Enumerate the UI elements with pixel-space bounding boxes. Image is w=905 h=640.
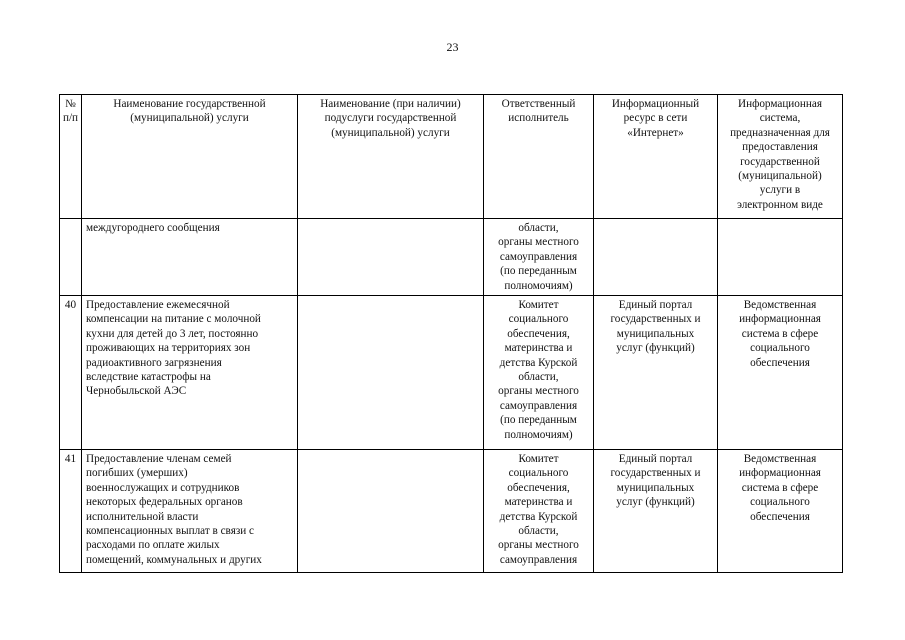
row-subservice-name (298, 450, 484, 573)
header-subservice-name-text: Наименование (при наличии) подуслуги государственной (муниципальной) услуги (320, 98, 461, 139)
row-internet-resource (594, 219, 718, 296)
row-info-system-text: Ведомственная информационная система в сфере социального обеспечения (739, 299, 821, 369)
row-service-name-text: междугороднего сообщения (86, 222, 220, 234)
header-num-text: № п/п (62, 98, 79, 125)
header-service-name-text: Наименование государственной (муниципальной) услуги (113, 98, 266, 125)
row-service-name (82, 450, 298, 573)
table-header-row (60, 95, 843, 219)
header-info-system-text: Информационная система, предназначенная для предоставления государственной (муниципальной) услуги в электронном виде (730, 98, 830, 211)
row-info-system (718, 219, 843, 296)
header-internet-resource (594, 95, 718, 219)
row-internet-resource (594, 296, 718, 450)
row-executor-text: Комитет социального обеспечения, материнства и детства Курской области, органы местного самоуправления (498, 453, 579, 566)
page-number: 23 (446, 40, 459, 54)
header-info-system (718, 95, 843, 219)
table-row (60, 450, 843, 573)
table-row (60, 296, 843, 450)
row-service-name-text: Предоставление ежемесячной компенсации на питание с молочной кухни для детей до 3 лет, постоянно проживающих на территориях зон радиоактивного загрязнения вследствие катастрофы на Чернобыльской АЭС (86, 299, 261, 398)
row-num-text: 41 (64, 453, 77, 466)
row-num (60, 296, 82, 450)
row-num (60, 450, 82, 573)
row-service-name (82, 219, 298, 296)
row-info-system-text: Ведомственная информационная система в сфере социального обеспечения (739, 453, 821, 523)
header-executor-text: Ответственный исполнитель (501, 98, 576, 125)
row-info-system (718, 450, 843, 573)
row-subservice-name (298, 296, 484, 450)
row-num-text: 40 (64, 299, 77, 312)
header-service-name (82, 95, 298, 219)
row-service-name (82, 296, 298, 450)
row-executor (484, 450, 594, 573)
row-subservice-name (298, 219, 484, 296)
row-executor-text: области, органы местного самоуправления (по переданным полномочиям) (498, 222, 579, 292)
row-executor (484, 219, 594, 296)
row-executor (484, 296, 594, 450)
row-internet-resource-text: Единый портал государственных и муниципальных услуг (функций) (610, 453, 701, 509)
table-row (60, 219, 843, 296)
services-table (59, 94, 843, 573)
row-service-name-text: Предоставление членам семей погибших (умерших) военнослужащих и сотрудников некоторых федеральных органов исполнительной власти компенсационных выплат в связи с расходами по оплате жилых помещений, коммунальных и других (86, 453, 262, 566)
row-internet-resource (594, 450, 718, 573)
header-internet-resource-text: Информационный ресурс в сети «Интернет» (611, 98, 700, 139)
header-subservice-name (298, 95, 484, 219)
row-num (60, 219, 82, 296)
header-num (60, 95, 82, 219)
header-executor (484, 95, 594, 219)
row-internet-resource-text: Единый портал государственных и муниципальных услуг (функций) (610, 299, 701, 355)
row-executor-text: Комитет социального обеспечения, материнства и детства Курской области, органы местного самоуправления (по переданным полномочиям) (498, 299, 579, 441)
row-info-system (718, 296, 843, 450)
